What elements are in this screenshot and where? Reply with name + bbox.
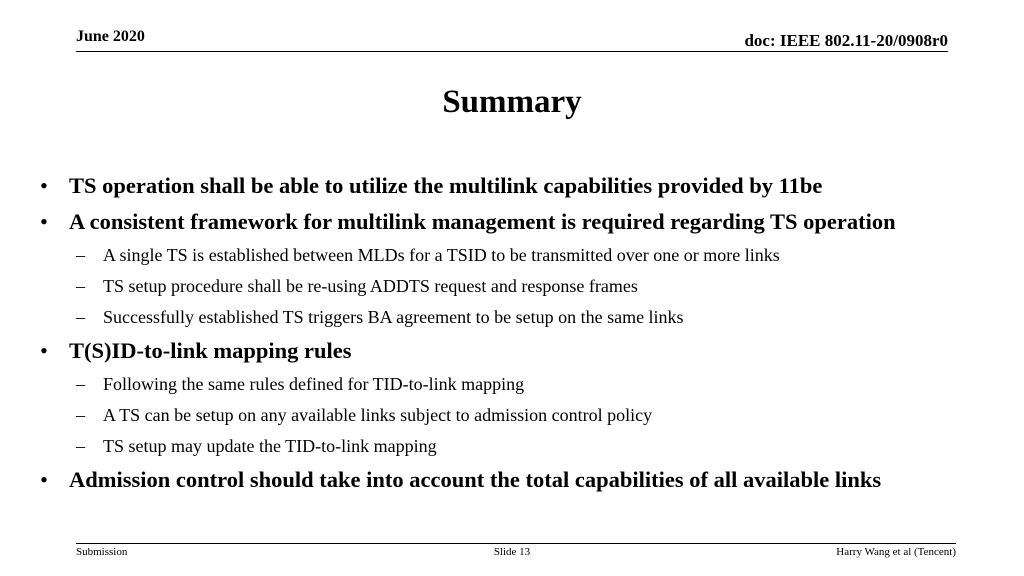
sub-bullet-text: TS setup procedure shall be re-using ADDTS request and response frames [103,276,638,296]
header-doc-id: doc: IEEE 802.11-20/0908r0 [744,31,948,50]
bullet-icon: • [40,173,48,198]
slide-title: Summary [442,84,582,120]
sub-bullet-text: A single TS is established between MLDs for a TSID to be transmitted over one or more links [103,245,780,265]
bullet-icon: • [40,467,48,492]
sub-bullet-text: Following the same rules defined for TID-to-link mapping [103,374,525,394]
sub-list [40,371,1004,459]
sub-bullet-item [40,304,1004,330]
sub-bullet-text: A TS can be setup on any available links subject to admission control policy [103,405,653,425]
footer-author: Harry Wang et al (Tencent) [836,546,956,558]
bullet-text: Admission control should take into account the total capabilities of all available links [69,467,882,492]
bullet-icon: • [40,338,48,363]
bullet-text: TS operation shall be able to utilize the multilink capabilities provided by 11be [69,173,823,198]
bullet-icon: • [40,209,48,234]
bullet-text: T(S)ID-to-link mapping rules [69,338,352,363]
footer-divider [76,543,956,544]
header-date: June 2020 [76,28,145,45]
slide-content [40,170,1004,500]
dash-icon: – [76,307,85,327]
sub-bullet-item [40,433,1004,459]
sub-bullet-item [40,402,1004,428]
bullet-item [40,335,1004,366]
dash-icon: – [76,245,85,265]
dash-icon: – [76,405,85,425]
sub-list [40,242,1004,330]
bullet-item [40,206,1004,237]
bullet-item [40,170,1004,201]
dash-icon: – [76,436,85,456]
dash-icon: – [76,374,85,394]
footer-slide-number: Slide 13 [493,546,531,558]
sub-bullet-item [40,273,1004,299]
dash-icon: – [76,276,85,296]
header-divider [76,51,948,52]
sub-bullet-item [40,242,1004,268]
footer-submission: Submission [76,546,128,558]
sub-bullet-item [40,371,1004,397]
sub-bullet-text: TS setup may update the TID-to-link mapping [103,436,437,456]
sub-bullet-text: Successfully established TS triggers BA agreement to be setup on the same links [103,307,684,327]
bullet-text: A consistent framework for multilink management is required regarding TS operation [69,209,896,234]
bullet-item [40,464,1004,495]
